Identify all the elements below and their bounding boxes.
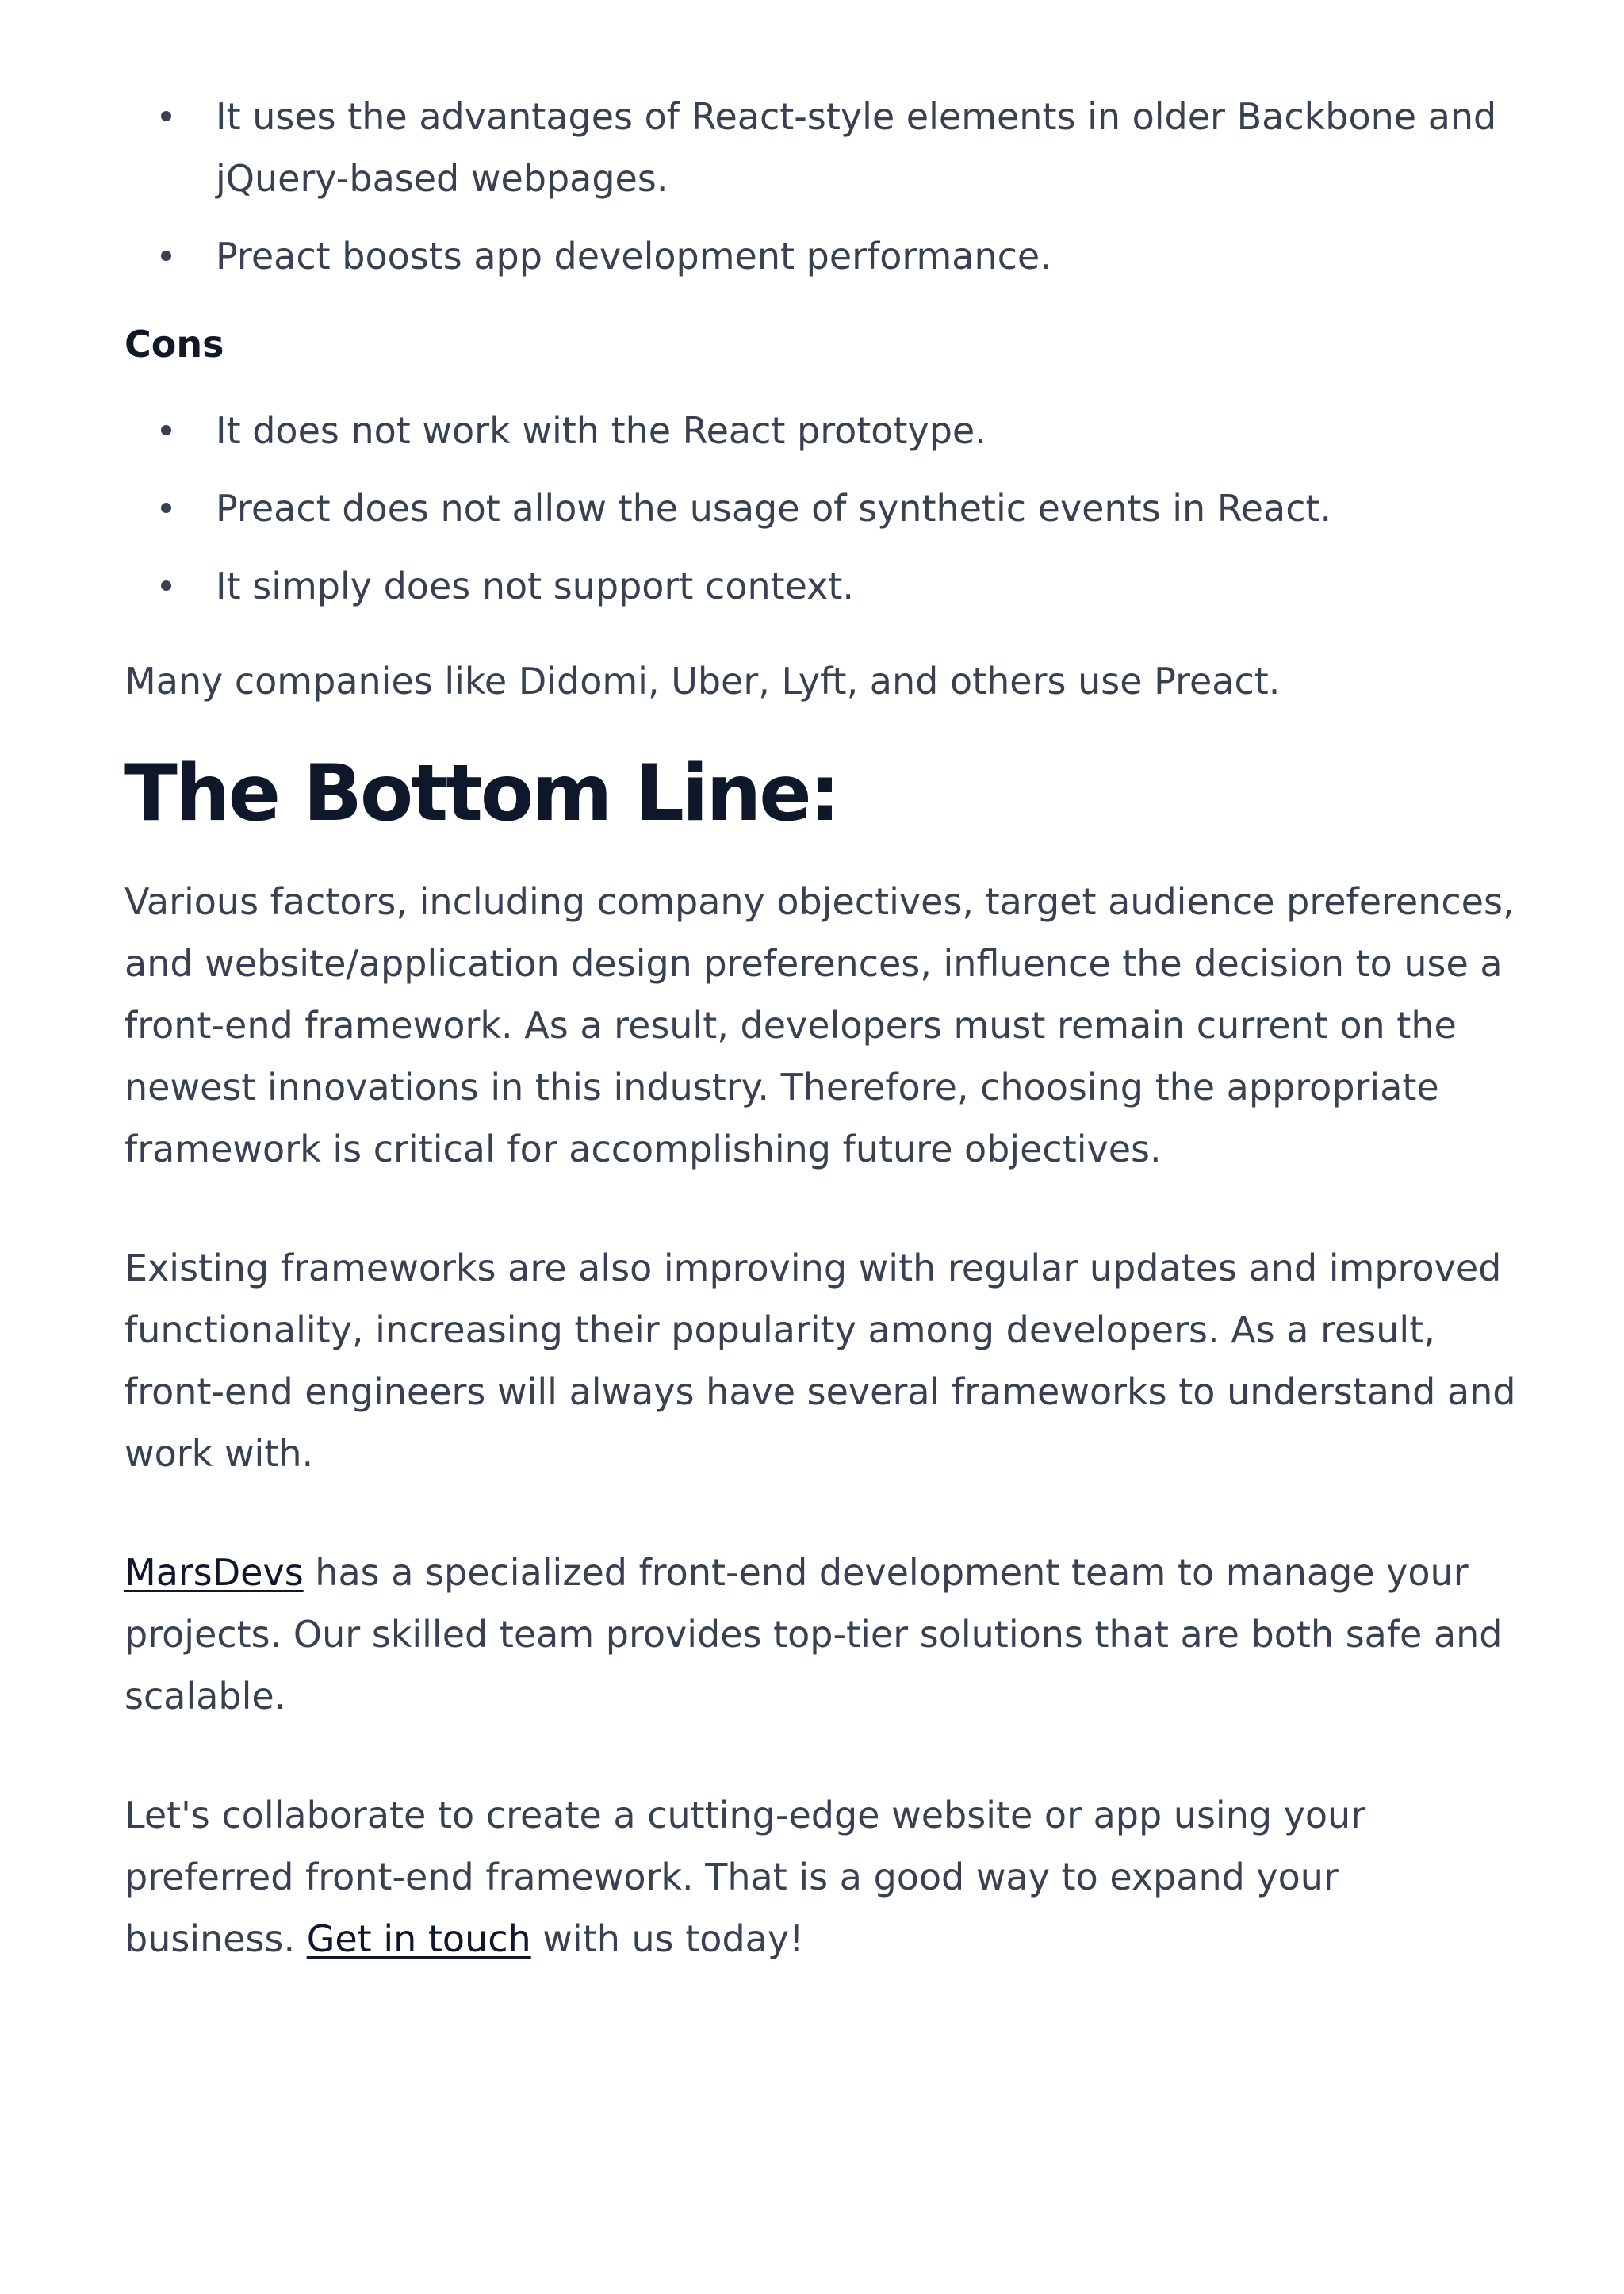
marsdevs-link[interactable]: MarsDevs: [124, 1551, 304, 1594]
list-item-text: It does not work with the React prototype.: [216, 409, 986, 452]
bullet-icon: [161, 580, 171, 591]
paragraph-2: Existing frameworks are also improving with regular updates and improved functionality, increasing their popularity among developers. As a result, front-end engineers will always have several frameworks to understand and work with.: [124, 1247, 1516, 1475]
cons-heading: Cons: [124, 323, 224, 366]
companies-paragraph: Many companies like Didomi, Uber, Lyft, and others use Preact.: [124, 660, 1281, 703]
paragraph-4-text-end: with us today!: [530, 1917, 804, 1960]
paragraph-3-text: has a specialized front-end development team to manage your projects. Our skilled team provides top-tier solutions that are both safe and scalable.: [124, 1551, 1503, 1718]
list-item-text: It uses the advantages of React-style elements in older Backbone and jQuery-based webpages.: [216, 95, 1497, 200]
list-item: [124, 477, 1520, 539]
list-item-text: It simply does not support context.: [216, 565, 855, 607]
list-item: [124, 400, 1520, 461]
paragraph-4: [124, 1784, 1520, 1970]
pros-list: [124, 86, 1520, 287]
list-item: [124, 225, 1520, 287]
list-item: [124, 555, 1520, 617]
list-item-text: Preact boosts app development performance.: [216, 235, 1051, 278]
paragraph-4-text: Let's collaborate to create a cutting-edge website or app using your preferred front-end framework. That is a good way to expand your business.: [124, 1794, 1366, 1960]
article-content: [124, 0, 1520, 1970]
bullet-icon: [161, 503, 171, 513]
bullet-icon: [161, 251, 171, 261]
cons-list: [124, 400, 1520, 617]
bullet-icon: [161, 111, 171, 121]
page-title: The Bottom Line:: [124, 749, 838, 839]
paragraph-1: Various factors, including company objectives, target audience preferences, and website/application design preferences, influence the decision to use a front-end framework. As a result, developers must remain current on the newest innovations in this industry. Therefore, choosing the appropriate framework is critical for accomplishing future objectives.: [124, 880, 1515, 1170]
bullet-icon: [161, 425, 171, 435]
paragraph-3: [124, 1541, 1520, 1727]
get-in-touch-link[interactable]: Get in touch: [306, 1917, 531, 1960]
list-item: [124, 86, 1520, 209]
list-item-text: Preact does not allow the usage of synthetic events in React.: [216, 487, 1332, 530]
